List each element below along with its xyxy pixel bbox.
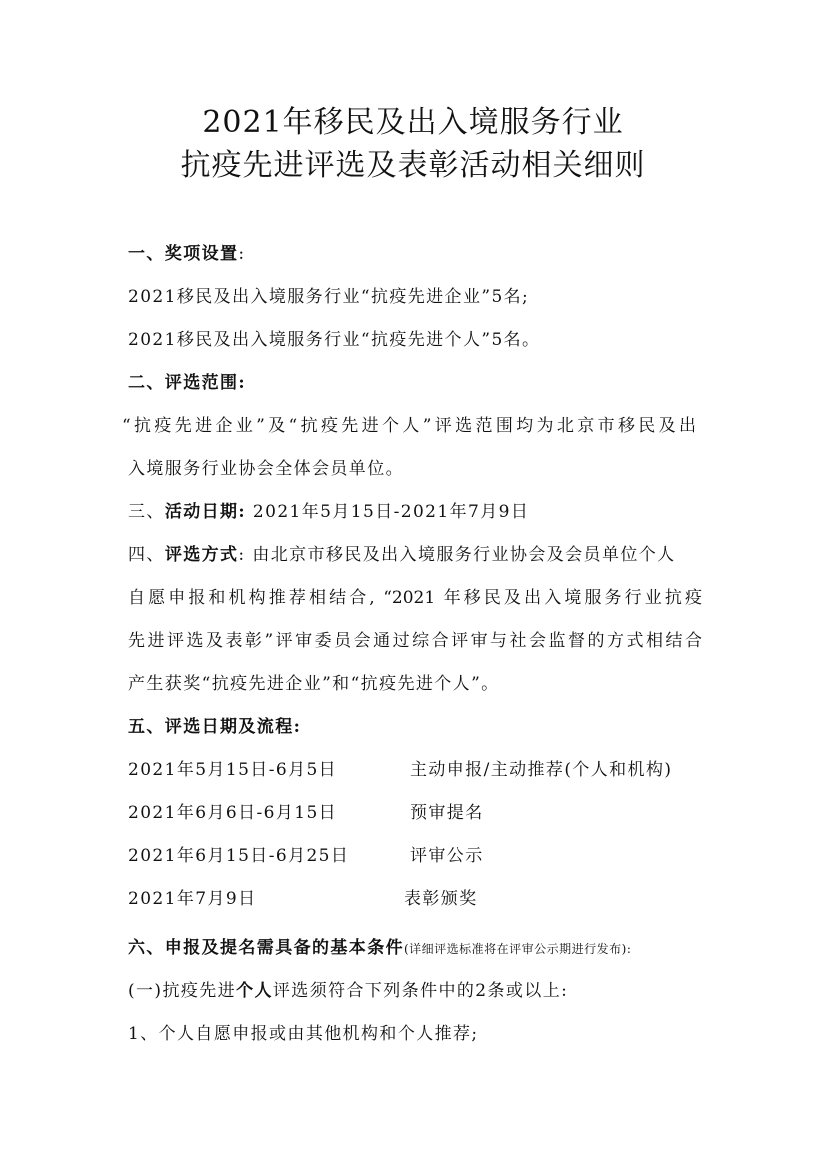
section-6-item-1: 1、个人自愿申报或由其他机构和个人推荐; xyxy=(128,1024,479,1044)
schedule-row-event: 预审提名 xyxy=(410,803,484,823)
section-6-heading: 六、申报及提名需具备的基本条件 xyxy=(128,938,404,958)
section-6-subheading xyxy=(128,978,568,1004)
section-2-heading: 二、评选范围: xyxy=(128,373,247,393)
section-4-prefix: 四、 xyxy=(128,545,165,565)
section-4-line-3-text: 先进评选及表彰”评审委员会通过综合评审与社会监督的方式相结合 xyxy=(128,631,702,651)
document-title-line-2: 抗疫先进评选及表彰活动相关细则 xyxy=(180,148,646,183)
section-6-heading-line xyxy=(128,935,631,962)
section-4-heading: 评选方式 xyxy=(164,545,239,565)
section-3-value: 2021年5月15日-2021年7月9日 xyxy=(246,502,530,522)
section-5-heading: 五、评选日期及流程: xyxy=(128,717,302,737)
section-2-line-1 xyxy=(122,413,696,439)
section-6-note: (详细评选标准将在评审公示期进行发布): xyxy=(404,942,632,956)
section-4-line-2 xyxy=(128,585,702,611)
section-6-sub-post: 评选须符合下列条件中的2条或以上: xyxy=(272,981,569,1001)
schedule-row-date: 2021年5月15日-6月5日 xyxy=(128,760,338,780)
section-1-heading xyxy=(128,241,246,267)
section-6-sub-bold: 个人 xyxy=(236,981,273,1001)
section-2-line-1-text: “抗疫先进企业”及“抗疫先进个人”评选范围均为北京市移民及出 xyxy=(122,416,696,436)
schedule-row-date: 2021年6月15日-6月25日 xyxy=(128,846,350,866)
schedule-row-event: 主动申报/主动推荐(个人和机构) xyxy=(410,760,673,780)
section-3-prefix: 三、 xyxy=(128,502,165,522)
schedule-row-date: 2021年7月9日 xyxy=(128,889,257,909)
schedule-row-date: 2021年6月6日-6月15日 xyxy=(128,803,338,823)
section-1-colon: : xyxy=(238,244,246,264)
section-3-activity-date xyxy=(128,499,529,525)
section-4-line-2-text: 自愿申报和机构推荐相结合, “2021 年移民及出入境服务行业抗疫 xyxy=(128,588,702,608)
award-item-enterprise: 2021移民及出入境服务行业“抗疫先进企业”5名; xyxy=(128,287,530,307)
section-4-first: : 由北京市移民及出入境服务行业协会及会员单位个人 xyxy=(238,545,676,565)
section-3-heading: 活动日期: xyxy=(164,502,247,522)
document-title-line-1: 2021年移民及出入境服务行业 xyxy=(202,105,624,140)
schedule-row-event: 表彰颁奖 xyxy=(404,889,478,909)
section-4-line-4: 产生获奖“抗疫先进企业”和“抗疫先进个人”。 xyxy=(128,674,500,694)
section-2-line-2: 入境服务行业协会全体会员单位。 xyxy=(128,459,404,479)
section-6-sub-pre: (一)抗疫先进 xyxy=(128,981,237,1001)
schedule-row-event: 评审公示 xyxy=(410,846,484,866)
section-4-line-3 xyxy=(128,628,702,654)
section-4-line-1 xyxy=(128,542,676,568)
award-item-individual: 2021移民及出入境服务行业“抗疫先进个人”5名。 xyxy=(128,330,541,350)
section-1-heading-text: 一、奖项设置 xyxy=(128,244,239,264)
